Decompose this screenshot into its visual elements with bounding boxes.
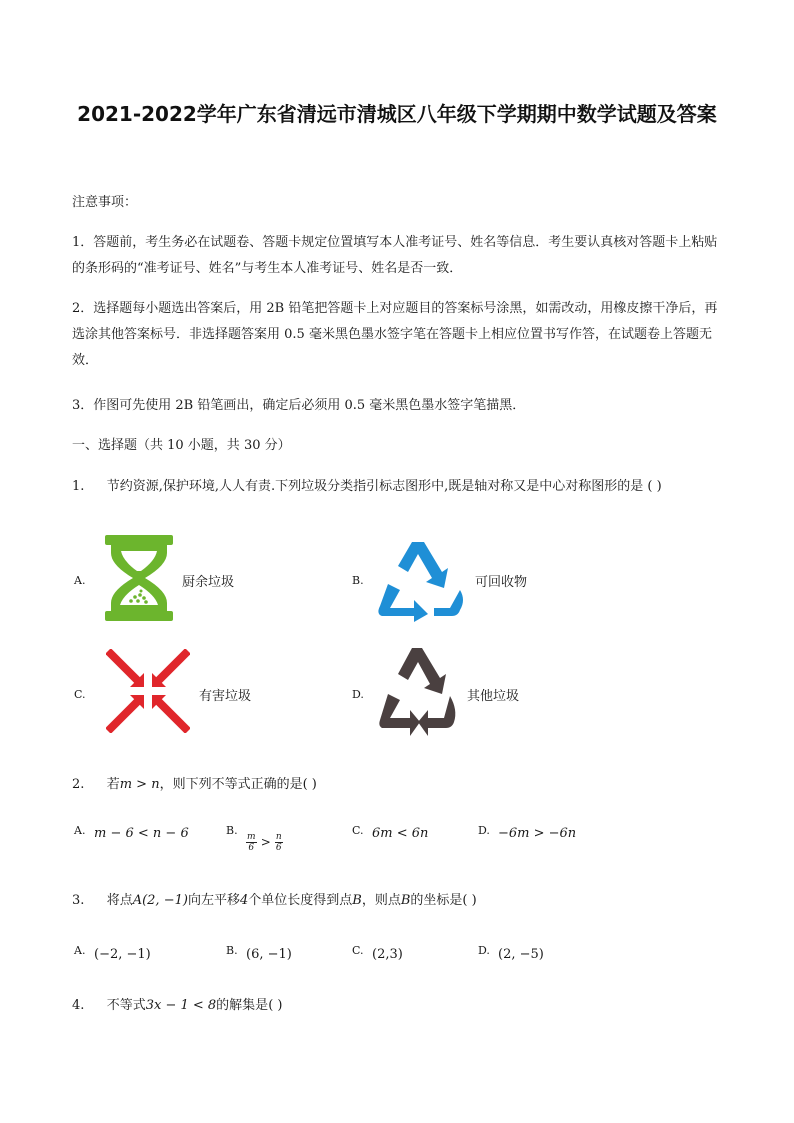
question-text: 的解集是 <box>216 998 269 1013</box>
answer-paren: ( ) <box>302 777 317 792</box>
recyclable-icon <box>376 538 466 622</box>
option-math: 6m < 6n <box>372 826 429 841</box>
kitchen-waste-icon <box>105 535 173 621</box>
option-letter: A. <box>74 574 86 587</box>
note-item-1: 1．答题前，考生务必在试题卷、答题卡规定位置填写本人准考证号、姓名等信息．考生要认真核对答题卡上粘贴的条形码的“准考证号、姓名”与考生本人准考证号、姓名是否一致． <box>72 235 718 276</box>
answer-paren: ( ) <box>268 998 283 1013</box>
question-math: 3x − 1 < 8 <box>145 998 217 1013</box>
option-letter: D. <box>478 944 490 957</box>
option-letter: B. <box>226 944 238 957</box>
option-letter: C. <box>74 688 86 701</box>
question-3 <box>72 888 722 914</box>
question-text: 向左平移 <box>187 893 240 908</box>
question-text: 个单位长度得到点 <box>248 893 353 908</box>
section-heading: 一、选择题（共 10 小题，共 30 分） <box>72 438 291 453</box>
question-2 <box>72 772 722 798</box>
fraction-right: $\frac{n}{6}$ <box>275 832 282 853</box>
option-letter: A. <box>74 944 86 957</box>
option-math: (6, −1) <box>246 947 292 962</box>
question-text: 节约资源,保护环境,人人有责.下列垃圾分类指引标志图形中,既是轴对称又是中心对称图形的是 <box>106 479 644 494</box>
option-math: (2, −5) <box>498 947 544 962</box>
option-label: 可回收物 <box>475 575 528 590</box>
option-letter: A. <box>74 824 86 837</box>
option-letter: B. <box>352 574 364 587</box>
question-suffix: ，则下列不等式正确的是 <box>159 777 303 792</box>
option-fraction <box>246 832 283 853</box>
option-math: (−2, −1) <box>94 947 151 962</box>
option-math: (2,3) <box>372 947 403 962</box>
comparison-operator: > <box>260 835 271 849</box>
option-letter: D. <box>352 688 364 701</box>
option-label: 有害垃圾 <box>199 689 252 704</box>
question-math: B <box>352 893 362 908</box>
answer-paren: ( ) <box>647 479 662 494</box>
option-letter: C. <box>352 944 364 957</box>
fraction-left: $\frac{m}{6}$ <box>247 832 256 853</box>
question-text: 的坐标是 <box>410 893 463 908</box>
option-letter: C. <box>352 824 364 837</box>
option-label: 厨余垃圾 <box>182 575 235 590</box>
hazardous-waste-icon <box>106 649 190 733</box>
option-math: −6m > −6n <box>498 826 577 841</box>
question-number: 2. <box>72 777 85 792</box>
option-label: 其他垃圾 <box>467 689 520 704</box>
notes-heading: 注意事项： <box>72 195 138 210</box>
option-letter: B. <box>226 824 238 837</box>
note-item-2: 2．选择题每小题选出答案后，用 2B 铅笔把答题卡上对应题目的答案标号涂黑，如需改动，用橡皮擦干净后，再选涂其他答案标号．非选择题答案用 0.5 毫米黑色墨水签字笔在答题卡上相应位置书写作答，在试题卷上答题无效． <box>72 301 718 368</box>
question-math: B <box>400 893 411 908</box>
question-number: 3. <box>72 893 85 908</box>
other-waste-icon <box>378 646 460 738</box>
question-1 <box>72 474 722 500</box>
answer-paren: ( ) <box>462 893 477 908</box>
option-math: m − 6 < n − 6 <box>94 826 189 841</box>
question-prefix: 若 <box>106 777 120 792</box>
question-math: m > n <box>119 777 160 792</box>
question-number: 4. <box>72 998 85 1013</box>
note-item-3: 3．作图可先使用 2B 铅笔画出，确定后必须用 0.5 毫米黑色墨水签字笔描黑． <box>72 398 526 413</box>
question-math: 4 <box>239 893 249 908</box>
question-number: 1. <box>72 479 85 494</box>
question-text: ，则点 <box>361 893 401 908</box>
question-4 <box>72 993 722 1019</box>
page-title: 2021-2022学年广东省清远市清城区八年级下学期期中数学试题及答案 <box>77 102 717 126</box>
question-text: 将点 <box>106 893 133 908</box>
option-letter: D. <box>478 824 490 837</box>
question-text: 不等式 <box>106 998 146 1013</box>
question-math: A(2, −1) <box>132 893 188 908</box>
